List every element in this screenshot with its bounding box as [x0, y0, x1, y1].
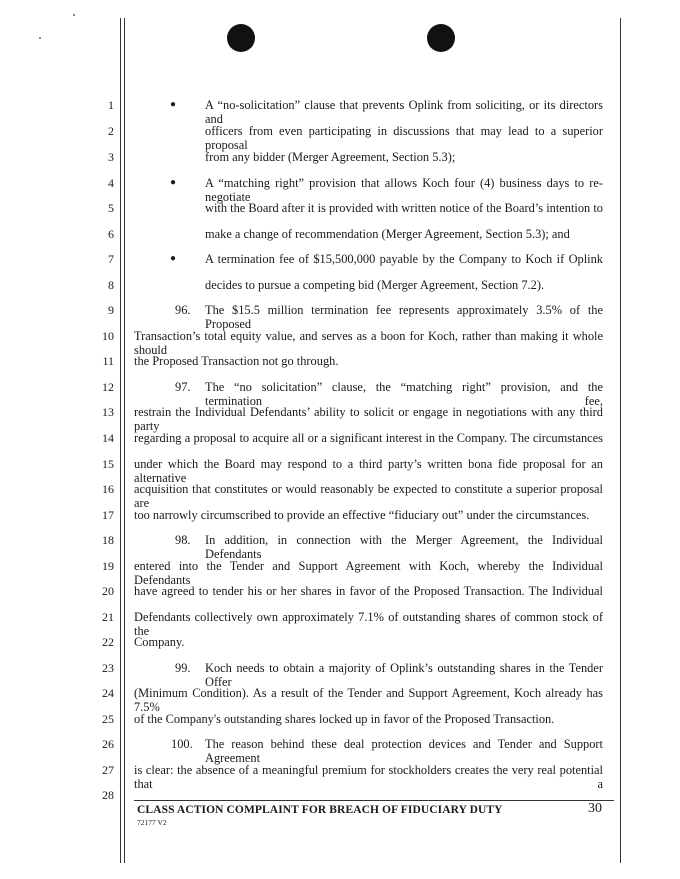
line-number: 7 [108, 252, 114, 266]
line-number: 17 [102, 508, 114, 522]
paragraph-line: Transaction’s total equity value, and serves as a boon for Koch, rather than making it whole should [134, 329, 603, 357]
paragraph-number: 98. [175, 533, 191, 547]
right-margin-rule [620, 18, 621, 863]
paragraph-line: too narrowly circumscribed to provide an effective “fiduciary out” under the circumstances. [134, 508, 590, 522]
left-margin-rule-outer [120, 18, 121, 863]
paragraph-line: acquisition that constitutes or would reasonably be expected to constitute a superior proposal are [134, 482, 603, 510]
bullet-text-line: make a change of recommendation (Merger Agreement, Section 5.3); and [205, 227, 570, 241]
paragraph-first-line: The $15.5 million termination fee represents approximately 3.5% of the Proposed [205, 303, 603, 331]
line-number: 23 [102, 661, 114, 675]
bullet-text-line: decides to pursue a competing bid (Merger Agreement, Section 7.2). [205, 278, 545, 292]
scan-speck [39, 37, 41, 39]
line-number: 20 [102, 584, 114, 598]
line-number: 28 [102, 788, 114, 802]
line-number: 3 [108, 150, 114, 164]
line-number: 9 [108, 303, 114, 317]
line-number: 19 [102, 559, 114, 573]
paragraph-line: restrain the Individual Defendants’ ability to solicit or engage in negotiations with any third party [134, 405, 603, 433]
line-number: 27 [102, 763, 114, 777]
paragraph-number: 100. [171, 737, 193, 751]
bullet-text-line: A termination fee of $15,500,000 payable by the Company to Koch if Oplink [205, 252, 603, 266]
paragraph-first-line: In addition, in connection with the Merger Agreement, the Individual Defendants [205, 533, 603, 561]
line-number: 25 [102, 712, 114, 726]
page-number: 30 [588, 801, 602, 816]
left-margin-rule-inner [124, 18, 125, 863]
bullet-text-line: A “matching right” provision that allows Koch four (4) business days to re-negotiate [205, 176, 603, 204]
paragraph-line: under which the Board may respond to a third party’s written bona fide proposal for an alternative [134, 457, 603, 485]
line-number: 1 [108, 98, 114, 112]
line-number: 6 [108, 227, 114, 241]
line-number: 5 [108, 201, 114, 215]
line-number: 21 [102, 610, 114, 624]
punch-hole-right [427, 24, 455, 52]
paragraph-line: regarding a proposal to acquire all or a significant interest in the Company. The circumstances [134, 431, 603, 445]
line-number: 24 [102, 686, 114, 700]
bullet-text-line: A “no-solicitation” clause that prevents Oplink from soliciting, or its directors and [205, 98, 603, 126]
paragraph-number: 97. [175, 380, 191, 394]
paragraph-line: is clear: the absence of a meaningful premium for stockholders creates the very real potential that a [134, 763, 603, 791]
punch-hole-left [227, 24, 255, 52]
bullet-text-line: with the Board after it is provided with written notice of the Board’s intention to [205, 201, 603, 215]
line-number: 4 [108, 176, 114, 190]
line-number: 12 [102, 380, 114, 394]
line-number: 26 [102, 737, 114, 751]
footer-document-code: 72177 V2 [137, 818, 167, 827]
line-number: 22 [102, 635, 114, 649]
paragraph-line: have agreed to tender his or her shares in favor of the Proposed Transaction. The Individual [134, 584, 603, 598]
scan-speck [73, 14, 75, 16]
paragraph-first-line: Koch needs to obtain a majority of Oplink’s outstanding shares in the Tender Offer [205, 661, 603, 689]
line-number: 10 [102, 329, 114, 343]
paragraph-first-line: The reason behind these deal protection devices and Tender and Support Agreement [205, 737, 603, 765]
bullet-text-line: from any bidder (Merger Agreement, Section 5.3); [205, 150, 456, 164]
line-number: 18 [102, 533, 114, 547]
paragraph-first-line: The “no solicitation” clause, the “matching right” provision, and the termination fee, [205, 380, 603, 408]
paragraph-line: (Minimum Condition). As a result of the Tender and Support Agreement, Koch already has 7.5% [134, 686, 603, 714]
line-number: 8 [108, 278, 114, 292]
paragraph-line: the Proposed Transaction not go through. [134, 354, 339, 368]
line-number: 15 [102, 457, 114, 471]
paragraph-number: 96. [175, 303, 191, 317]
line-number: 16 [102, 482, 114, 496]
footer-rule [134, 800, 614, 801]
bullet-dot: ● [170, 253, 177, 264]
paragraph-number: 99. [175, 661, 191, 675]
line-number: 2 [108, 124, 114, 138]
footer-title: CLASS ACTION COMPLAINT FOR BREACH OF FIDUCIARY DUTY [137, 804, 503, 816]
bullet-dot: ● [170, 99, 177, 110]
line-number: 14 [102, 431, 114, 445]
paragraph-line: entered into the Tender and Support Agreement with Koch, whereby the Individual Defendants [134, 559, 603, 587]
line-number: 13 [102, 405, 114, 419]
bullet-dot: ● [170, 177, 177, 188]
bullet-text-line: officers from even participating in discussions that may lead to a superior proposal [205, 124, 603, 152]
paragraph-line: Company. [134, 635, 185, 649]
line-number: 11 [102, 354, 114, 368]
paragraph-line: of the Company's outstanding shares locked up in favor of the Proposed Transaction. [134, 712, 555, 726]
paragraph-line: Defendants collectively own approximately 7.1% of outstanding shares of common stock of the [134, 610, 603, 638]
